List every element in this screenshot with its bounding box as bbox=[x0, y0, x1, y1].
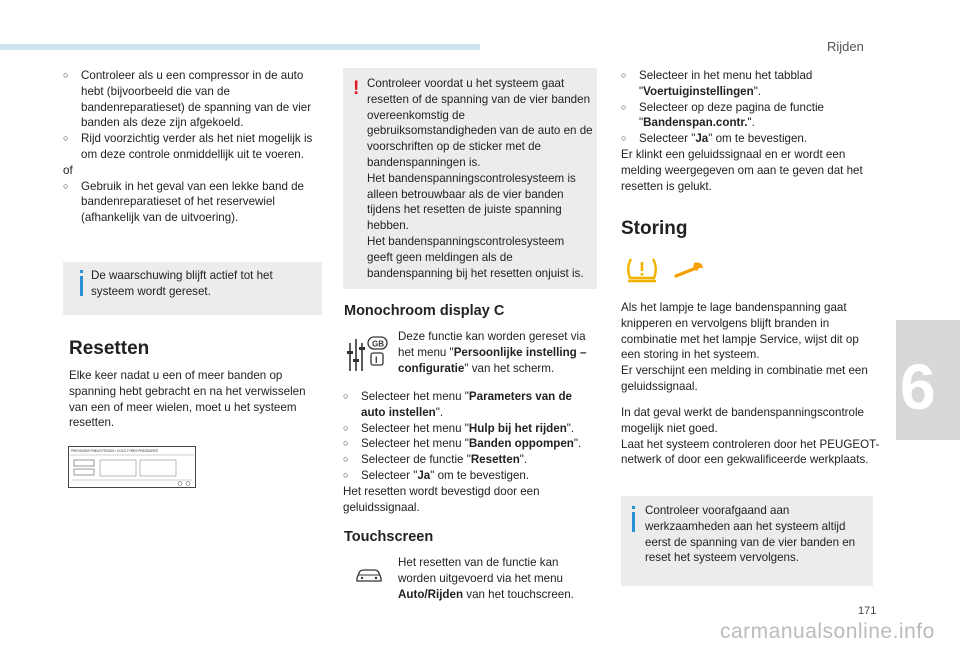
step-item: ○ Selecteer in het menu het tabblad "Voertuiginstellingen". bbox=[621, 69, 813, 98]
storing-paragraph-1: Als het lampje te lage bandenspanning gaat knipperen en vervolgens blijft branden in combinatie met het lampje Service, wijst dit op een storing in het systeem. Er verschijnt een melding in combinatie met een geluidssignaal. bbox=[621, 301, 868, 393]
svg-text:GB: GB bbox=[372, 339, 384, 349]
svg-text:I: I bbox=[375, 355, 378, 365]
bullet-marker-icon: ○ bbox=[343, 469, 349, 480]
bullet-marker-icon: ○ bbox=[343, 391, 349, 401]
section-title: Rijden bbox=[827, 39, 864, 54]
car-icon bbox=[355, 566, 383, 584]
mono-intro: Deze functie kan worden gereset via het menu "Persoonlijke instelling – configuratie" van het scherm. bbox=[398, 330, 587, 375]
monochrome-display-icon bbox=[347, 333, 389, 375]
bullet-item: ○ Gebruik in het geval van een lekke band de bandenreparatieset of het reservewiel (afhankelijk van de uitvoering). bbox=[63, 179, 305, 225]
bullet-marker-icon: ○ bbox=[63, 70, 69, 80]
step-item: ○ Selecteer op deze pagina de functie "Bandenspan.contr.". bbox=[621, 100, 824, 130]
bullet-marker-icon: ○ bbox=[343, 438, 349, 449]
success-text: Er klinkt een geluidssignaal en er wordt een melding weergegeven om aan te geven dat het resetten is gelukt. bbox=[621, 147, 863, 193]
heading-touchscreen: Touchscreen bbox=[344, 529, 434, 545]
confirm-text: Het resetten wordt bevestigd door een geluidssignaal. bbox=[343, 484, 540, 514]
header-bar bbox=[0, 44, 480, 50]
heading-resetten: Resetten bbox=[69, 338, 150, 359]
resetten-paragraph: Elke keer nadat u een of meer banden op spanning hebt gebracht en na het verwisselen van een of meer wielen, moet u het systeem resetten. bbox=[69, 369, 306, 430]
step-item: ○ Selecteer "Ja" om te bevestigen. bbox=[621, 132, 808, 146]
heading-storing: Storing bbox=[621, 218, 688, 239]
service-wrench-icon bbox=[672, 260, 706, 280]
page-number: 171 bbox=[858, 605, 877, 617]
bullet-marker-icon: ○ bbox=[621, 70, 627, 80]
bullet-marker-icon: ○ bbox=[343, 422, 349, 433]
touchscreen-text: Het resetten van de functie kan worden uitgevoerd via het menu Auto/Rijden van het touchscreen. bbox=[398, 556, 574, 601]
warning-exclamation-icon: ! bbox=[353, 78, 360, 99]
bullet-item: ○ Controleer als u een compressor in de auto hebt (bijvoorbeeld die van de bandenreparatieset) de spanning van de vier banden als deze zijn afgekoeld. bbox=[63, 69, 312, 130]
col3-steps bbox=[621, 68, 873, 194]
or-text: of bbox=[63, 163, 73, 177]
info-icon-stem bbox=[80, 276, 83, 296]
info-icon-stem bbox=[632, 512, 635, 532]
bullet-item: ○ Rijd voorzichtig verder als het niet mogelijk is om deze controle onmiddellijk uit te voeren. bbox=[63, 132, 313, 161]
bullet-marker-icon: ○ bbox=[63, 180, 69, 191]
step-item: ○ Selecteer "Ja" om te bevestigen. bbox=[343, 468, 530, 482]
col2-steps bbox=[343, 389, 596, 515]
step-item: ○ Selecteer het menu "Parameters van de auto instellen". bbox=[343, 390, 573, 419]
chapter-number: 6 bbox=[900, 351, 936, 423]
watermark: carmanualsonline.info bbox=[720, 620, 935, 643]
step-item: ○ Selecteer het menu "Banden oppompen". bbox=[343, 437, 582, 451]
step-item: ○ Selecteer het menu "Hulp bij het rijden". bbox=[343, 421, 575, 435]
info-icon bbox=[632, 506, 635, 509]
bullet-marker-icon: ○ bbox=[63, 133, 69, 144]
bullet-marker-icon: ○ bbox=[621, 101, 627, 112]
bullet-marker-icon: ○ bbox=[343, 454, 349, 465]
step-item: ○ Selecteer de functie "Resetten". bbox=[343, 453, 528, 467]
tyre-pressure-warning-icon bbox=[625, 256, 659, 284]
heading-monochroom-display: Monochroom display C bbox=[344, 303, 505, 319]
svg-text:PRESSIONS PNEUS FROIDS / COLD: PRESSIONS PNEUS FROIDS / COLD TYRES PRESSURES bbox=[71, 449, 158, 453]
info-text: Controleer voorafgaand aan werkzaamheden aan het systeem altijd eerst de spanning van de vier banden en reset het systeem vervolgens. bbox=[645, 504, 856, 565]
tyre-pressure-label-image bbox=[68, 446, 196, 488]
info-text: De waarschuwing blijft actief tot het systeem wordt gereset. bbox=[91, 269, 273, 298]
warning-text: Controleer voordat u het systeem gaat resetten of de spanning van de vier banden overeenkomstig de gebruiksomstandigheden van de auto en de voorschriften op de sticker met de bandenspanningen is. Het bandenspanningscontrolesysteem is alleen betrouwbaar als de vier banden tijdens het resetten de juiste spanning hebben. Het bandenspanningscontrolesysteem geeft geen meldingen als de bandenspanning bij het resetten onjuist is. bbox=[367, 77, 593, 280]
bullet-marker-icon: ○ bbox=[621, 133, 627, 144]
storing-paragraph-2: In dat geval werkt de bandenspanningscontrole mogelijk niet goed. Laat het systeem controleren door het PEUGEOT-netwerk of door een gekwalificeerde werkplaats. bbox=[621, 406, 880, 467]
col1-bullets bbox=[63, 68, 323, 226]
info-icon bbox=[80, 270, 83, 273]
